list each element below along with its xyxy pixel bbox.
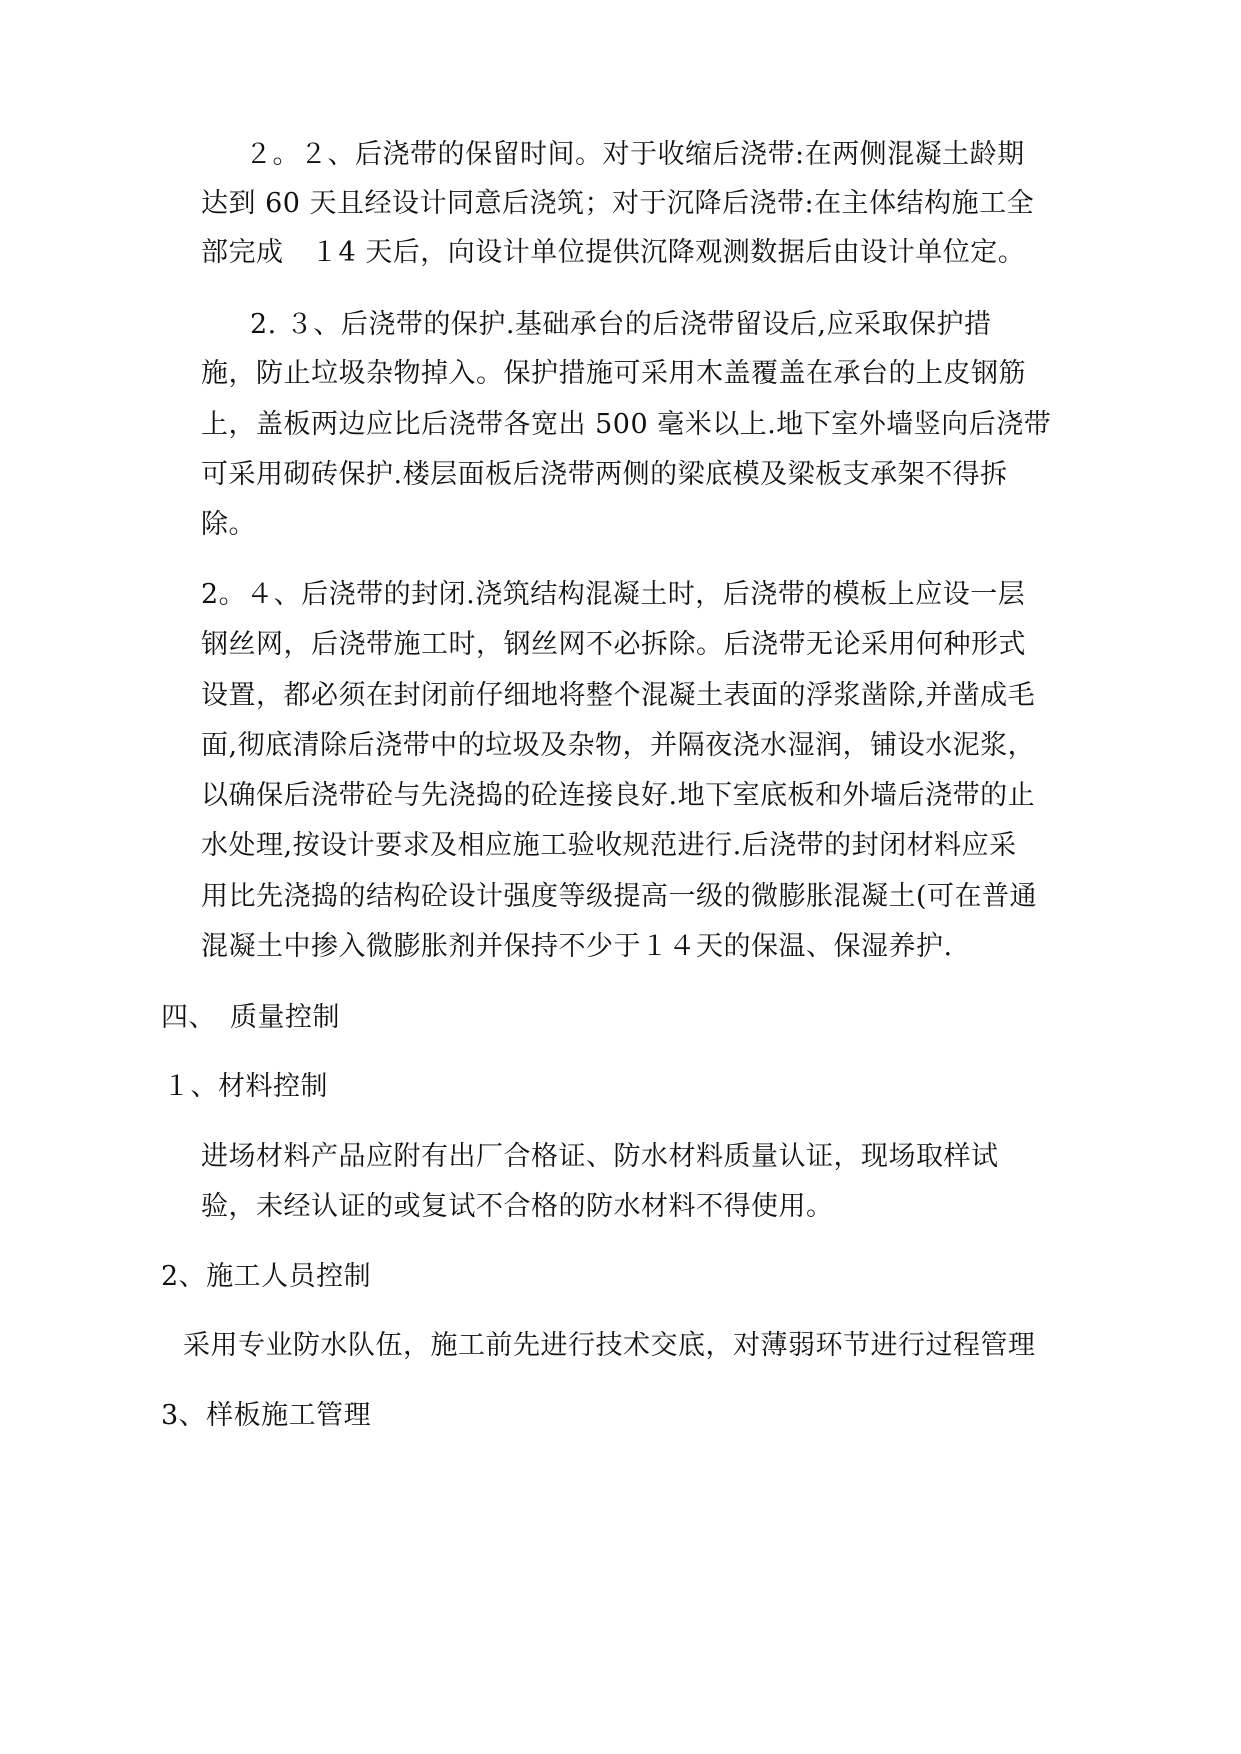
section-2-4-line-3: 设置，都必须在封闭前仔细地将整个混凝土表面的浮浆凿除,并凿成毛 [201,680,1036,711]
section-2-3-line-5: 除。 [201,509,256,540]
section-2-3-line-4: 可采用砌砖保护.楼层面板后浇带两侧的梁底模及梁板支承架不得拆 [201,459,1008,490]
personnel-control-line-1: 采用专业防水队伍，施工前先进行技术交底，对薄弱环节进行过程管理 [183,1330,1036,1361]
material-control-line-2: 验，未经认证的或复试不合格的防水材料不得使用。 [201,1191,834,1222]
section-2-4-line-6: 水处理,按设计要求及相应施工验收规范进行.后浇带的封闭材料应采 [201,830,1017,861]
section-2-3-line-1: 2. ３、后浇带的保护.基础承台的后浇带留设后,应采取保护措 [250,309,992,340]
section-2-4-line-1: 2。４、后浇带的封闭.浇筑结构混凝土时，后浇带的模板上应设一层 [201,579,1026,610]
section-2-3-line-3: 上，盖板两边应比后浇带各宽出 500 毫米以上.地下室外墙竖向后浇带 [201,409,1052,440]
section-2-4-line-5: 以确保后浇带砼与先浇捣的砼连接良好.地下室底板和外墙后浇带的止 [201,780,1036,811]
heading-quality-control: 四、 质量控制 [161,1002,340,1033]
section-2-4-line-2: 钢丝网，后浇带施工时，钢丝网不必拆除。后浇带无论采用何种形式 [201,629,1026,660]
heading-sample-management: 3、样板施工管理 [161,1400,372,1431]
section-2-4-line-8: 混凝土中掺入微膨胀剂并保持不少于１４天的保温、保湿养护. [201,931,953,962]
section-2-2-line-1: ２。２、后浇带的保留时间。对于收缩后浇带:在两侧混凝土龄期 [245,139,1025,170]
heading-personnel-control: 2、施工人员控制 [161,1261,372,1292]
section-2-4-line-7: 用比先浇捣的结构砼设计强度等级提高一级的微膨胀混凝土(可在普通 [201,881,1038,912]
material-control-line-1: 进场材料产品应附有出厂合格证、防水材料质量认证，现场取样试 [201,1141,999,1172]
section-2-2-line-2: 达到 60 天且经设计同意后浇筑；对于沉降后浇带:在主体结构施工全 [201,188,1035,219]
section-2-2-line-3: 部完成 １4 天后，向设计单位提供沉降观测数据后由设计单位定。 [201,237,1026,268]
section-2-4-line-4: 面,彻底清除后浇带中的垃圾及杂物，并隔夜浇水湿润，铺设水泥浆， [201,730,1036,761]
heading-material-control: １、材料控制 [163,1071,328,1102]
section-2-3-line-2: 施，防止垃圾杂物掉入。保护措施可采用木盖覆盖在承台的上皮钢筋 [201,358,1026,389]
